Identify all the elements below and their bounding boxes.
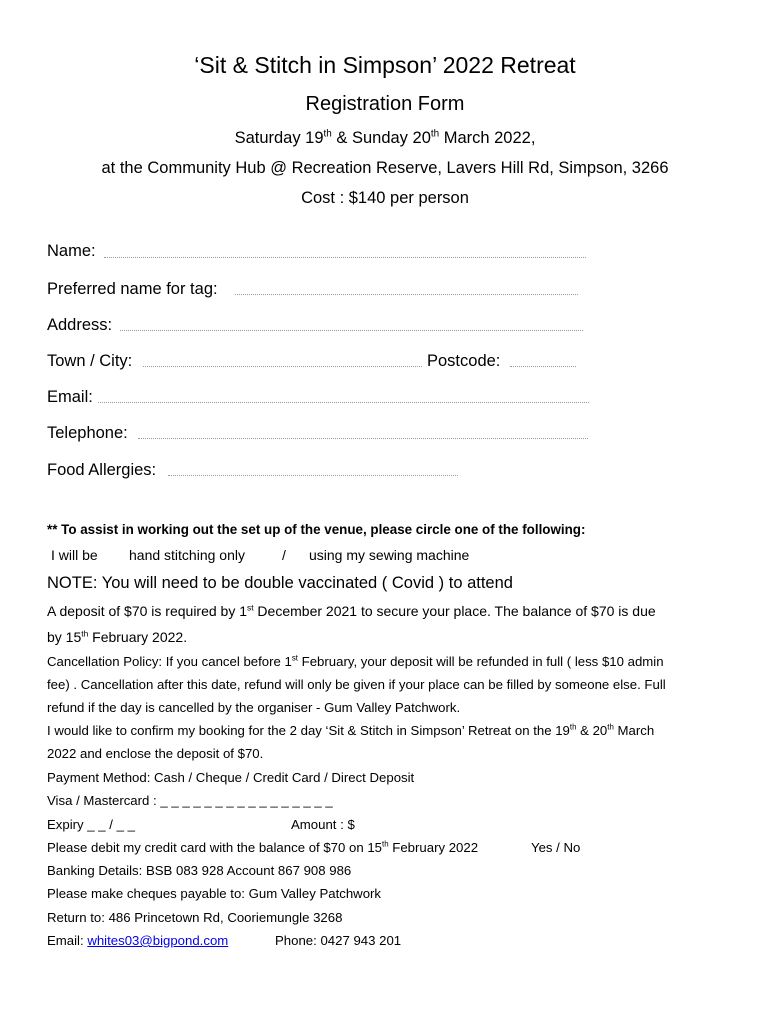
deposit-sup: st — [247, 602, 254, 613]
name-label: Name: — [47, 242, 96, 260]
cancel-sup: st — [291, 653, 298, 663]
event-venue: at the Community Hub @ Recreation Reserve, Lavers Hill Rd, Simpson, 3266 — [101, 159, 669, 177]
debit-text-a: Please debit my credit card with the balance of $70 on 15 — [47, 840, 383, 855]
debit-sup: th — [382, 839, 389, 849]
yes-no-choice[interactable]: Yes / No — [531, 840, 581, 855]
confirm-line-1 — [47, 723, 654, 738]
deposit-due-sup: th — [81, 628, 89, 639]
cancel-text-b: February, your deposit will be refunded in full ( less $10 admin — [298, 654, 664, 669]
confirm-line-2: 2022 and enclose the deposit of $70. — [47, 746, 264, 761]
preferred-name-label: Preferred name for tag: — [47, 280, 218, 298]
email-link[interactable]: whites03@bigpond.com — [87, 933, 229, 948]
deposit-text-a: A deposit of $70 is required by 1 — [47, 603, 248, 619]
title-quote-open: ‘ — [194, 52, 200, 78]
deposit-due-a: by 15 — [47, 629, 82, 645]
event-cost: Cost : $140 per person — [301, 189, 469, 207]
event-dates — [0, 129, 770, 148]
email-contact-label: Email: — [47, 933, 88, 948]
expiry-field[interactable]: Expiry _ _ / _ _ — [47, 817, 135, 832]
banking-details: Banking Details: BSB 083 928 Account 867 908 986 — [47, 863, 352, 878]
food-allergies-field[interactable] — [168, 475, 458, 476]
payment-method[interactable]: Payment Method: Cash / Cheque / Credit Card / Direct Deposit — [47, 770, 415, 785]
date-part-b: & Sunday 20 — [331, 129, 431, 147]
name-field[interactable] — [104, 257, 586, 258]
return-address: Return to: 486 Princetown Rd, Cooriemungle 3268 — [47, 910, 343, 925]
card-number-field[interactable]: Visa / Mastercard : _ _ _ _ _ _ _ _ _ _ _ _ _ _ _ _ — [47, 793, 333, 808]
form-subtitle: Registration Form — [305, 93, 465, 115]
date-part-c: March 2022, — [439, 129, 536, 147]
date-sup-2: th — [430, 128, 440, 140]
confirm-sup-2: th — [607, 722, 614, 732]
amount-field[interactable]: Amount : $ — [291, 817, 355, 832]
debit-authorisation — [47, 840, 478, 855]
hand-stitching-option[interactable]: hand stitching only — [129, 547, 245, 563]
date-part-a: Saturday 19 — [234, 129, 324, 147]
sewing-machine-option[interactable]: using my sewing machine — [309, 547, 470, 563]
i-will-be-text: I will be — [51, 547, 98, 563]
cancellation-line-1 — [47, 654, 664, 669]
cancellation-line-2: fee) . Cancellation after this date, refund will only be given if your place can be filled by someone else. Full — [47, 677, 666, 692]
deposit-due-b: February 2022. — [88, 629, 188, 645]
confirm-sup-1: th — [569, 722, 577, 732]
telephone-label: Telephone: — [47, 424, 128, 442]
telephone-field[interactable] — [138, 438, 588, 439]
contact-email-row — [47, 933, 228, 948]
food-allergies-label: Food Allergies: — [47, 461, 157, 479]
email-field[interactable] — [98, 402, 589, 403]
title-name: Sit & Stitch in Simpson — [199, 52, 433, 78]
option-separator: / — [282, 547, 286, 563]
setup-heading: ** To assist in working out the set up of the venue, please circle one of the following: — [47, 522, 586, 537]
page-title — [0, 52, 770, 79]
cancellation-line-3: refund if the day is cancelled by the organiser - Gum Valley Patchwork. — [47, 700, 461, 715]
deposit-line-2 — [47, 629, 187, 645]
debit-text-b: February 2022 — [388, 840, 479, 855]
address-label: Address: — [47, 316, 113, 334]
title-rest: 2022 Retreat — [436, 52, 576, 78]
contact-phone: Phone: 0427 943 201 — [275, 933, 402, 948]
confirm-text-c: March — [613, 723, 655, 738]
confirm-text-a: I would like to confirm my booking for the 2 day ‘Sit & Stitch in Simpson’ Retreat on the 19 — [47, 723, 570, 738]
town-city-field[interactable] — [143, 366, 422, 367]
postcode-label: Postcode: — [427, 352, 501, 370]
email-label: Email: — [47, 388, 93, 406]
cheque-payable: Please make cheques payable to: Gum Valley Patchwork — [47, 886, 382, 901]
address-field[interactable] — [120, 330, 583, 331]
postcode-field[interactable] — [510, 366, 576, 367]
town-city-label: Town / City: — [47, 352, 133, 370]
preferred-name-field[interactable] — [235, 294, 578, 295]
vaccination-note: NOTE: You will need to be double vaccinated ( Covid ) to attend — [47, 574, 513, 592]
cancel-text-a: Cancellation Policy: If you cancel before 1 — [47, 654, 292, 669]
deposit-text-b: December 2021 to secure your place. The balance of $70 is due — [253, 603, 656, 619]
date-sup-1: th — [323, 128, 332, 140]
confirm-text-b: & 20 — [576, 723, 608, 738]
deposit-line-1 — [47, 603, 656, 619]
title-quote-close: ’ — [432, 52, 437, 78]
